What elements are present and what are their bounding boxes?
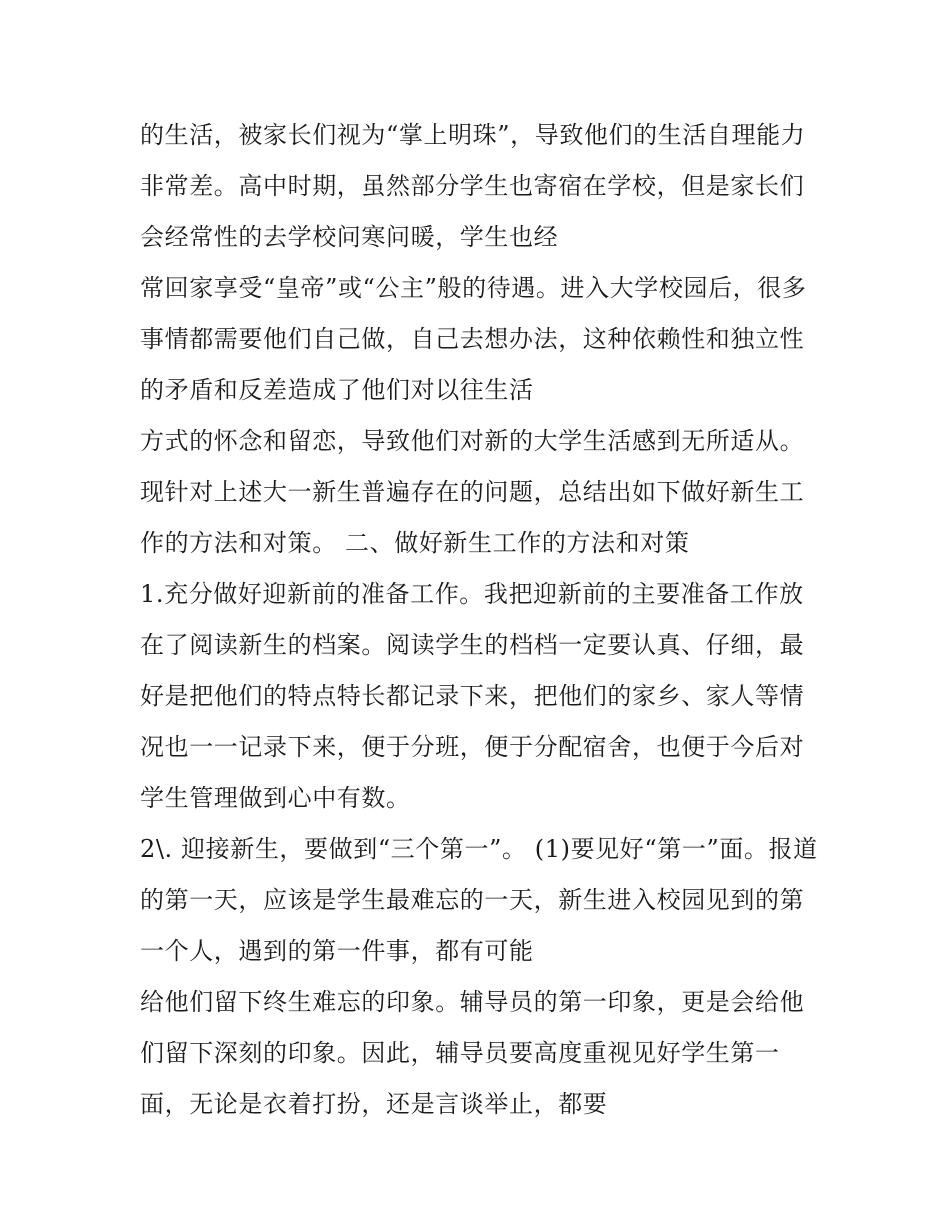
text-line: 现针对上述大一新生普遍存在的问题，总结出如下做好新生工 [140, 478, 805, 506]
text-line: 一个人，遇到的第一件事，都有可能 [140, 937, 534, 965]
text-line: 在了阅读新生的档案。阅读学生的档档一定要认真、仔细，最 [140, 631, 805, 659]
text-line: 好是把他们的特点特长都记录下来，把他们的家乡、家人等情 [140, 682, 805, 710]
text-line: 事情都需要他们自己做，自己去想办法，这种依赖性和独立性 [140, 325, 805, 353]
text-line: 的第一天，应该是学生最难忘的一天，新生进入校园见到的第 [140, 886, 805, 914]
text-line: 方式的怀念和留恋，导致他们对新的大学生活感到无所适从。 [140, 427, 805, 455]
text-line: 常回家享受“皇帝”或“公主”般的待遇。进入大学校园后，很多 [140, 274, 807, 302]
text-line: 的生活，被家长们视为“掌上明珠”，导致他们的生活自理能力 [140, 121, 806, 149]
text-line: 会经常性的去学校问寒问暖，学生也经 [140, 223, 559, 251]
text-line: 1.充分做好迎新前的准备工作。我把迎新前的主要准备工作放 [140, 580, 804, 608]
text-line: 给他们留下终生难忘的印象。辅导员的第一印象，更是会给他 [140, 988, 805, 1016]
text-line: 况也一一记录下来，便于分班，便于分配宿舍，也便于今后对 [140, 733, 805, 761]
body-text [140, 110, 830, 1130]
text-line: 面，无论是衣着打扮，还是言谈举止，都要 [140, 1090, 608, 1118]
text-line: 们留下深刻的印象。因此，辅导员要高度重视见好学生第一 [140, 1039, 780, 1067]
text-line: 非常差。高中时期，虽然部分学生也寄宿在学校，但是家长们 [140, 172, 805, 200]
text-line: 的矛盾和反差造成了他们对以往生活 [140, 376, 534, 404]
text-line: 2\. 迎接新生，要做到“三个第一”。 (1)要见好“第一”面。报道 [140, 835, 818, 863]
section-heading-line: 作的方法和对策。 二、做好新生工作的方法和对策 [140, 529, 690, 557]
text-line: 学生管理做到心中有数。 [140, 784, 411, 812]
